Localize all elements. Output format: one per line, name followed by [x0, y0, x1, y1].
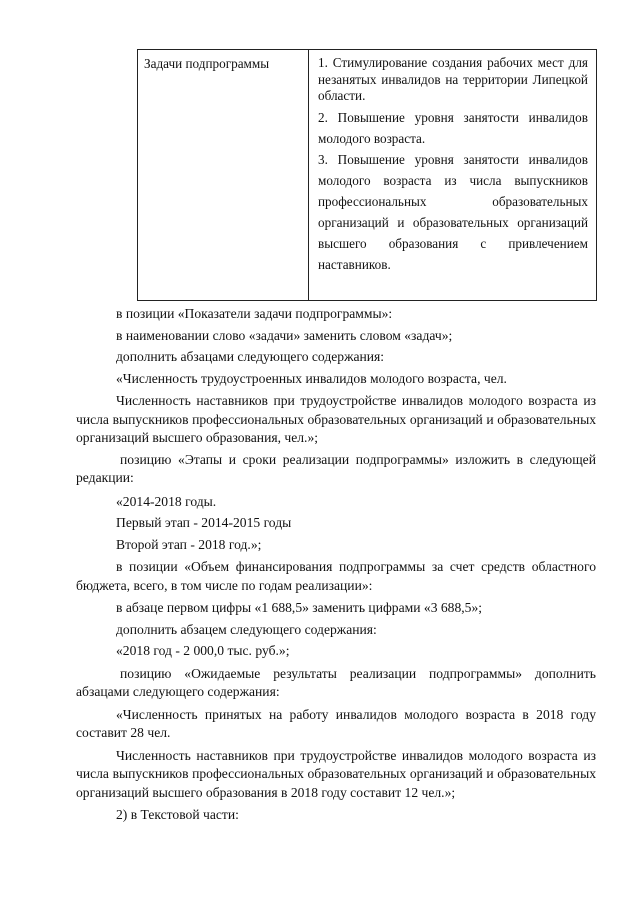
paragraph-17: 2) в Текстовой части:	[116, 807, 239, 822]
subprogram-tasks-table	[137, 49, 597, 301]
paragraph-12: дополнить абзацем следующего содержания:	[116, 621, 377, 637]
paragraph-2: в наименовании слово «задачи» заменить словом «задач»;	[116, 327, 453, 343]
table-label: Задачи подпрограммы	[144, 56, 270, 71]
document-body	[76, 303, 596, 826]
table-tasks-cell	[309, 50, 596, 300]
paragraph-10: в позиции «Объем финансирования подпрограммы за счет средств областного бюджета, всего, в том числе по годам реализации»:	[76, 559, 596, 593]
table-label-cell	[138, 50, 309, 300]
paragraph-6: позицию «Этапы и сроки реализации подпрограммы» изложить в следующей редакции:	[76, 451, 596, 485]
paragraph-5: Численность наставников при трудоустройстве инвалидов молодого возраста из числа выпускников профессиональных образовательных организаций и образовательных организаций высшего образования, чел.»;	[76, 393, 596, 445]
paragraph-1: в позиции «Показатели задачи подпрограммы»:	[116, 306, 393, 321]
paragraph-13: «2018 год - 2 000,0 тыс. руб.»;	[116, 643, 290, 658]
task-item-3: 3. Повышение уровня занятости инвалидов молодого возраста из числа выпускников профессиональных образовательных организаций и образовательных организаций высшего образования с привлечением наставников.	[318, 151, 588, 272]
paragraph-3: дополнить абзацами следующего содержания:	[116, 349, 385, 364]
task-item-2: 2. Повышение уровня занятости инвалидов молодого возраста.	[318, 109, 588, 146]
paragraph-16: Численность наставников при трудоустройстве инвалидов молодого возраста из числа выпускников профессиональных образовательных организаций и образовательных организаций высшего образования в 2018 году составит 12 чел.»;	[76, 747, 596, 800]
task-item-1: 1. Стимулирование создания рабочих мест для незанятых инвалидов на территории Липецкой области.	[318, 55, 588, 103]
paragraph-15: «Численность принятых на работу инвалидов молодого возраста в 2018 году составит 28 чел.	[76, 706, 596, 740]
paragraph-7: «2014-2018 годы.	[116, 493, 217, 509]
paragraph-14: позицию «Ожидаемые результаты реализации подпрограммы» дополнить абзацами следующего содержания:	[76, 665, 596, 699]
paragraph-9: Второй этап - 2018 год.»;	[116, 536, 262, 552]
paragraph-8: Первый этап - 2014-2015 годы	[116, 515, 292, 530]
paragraph-11: в абзаце первом цифры «1 688,5» заменить цифрами «3 688,5»;	[116, 600, 483, 615]
paragraph-4: «Численность трудоустроенных инвалидов молодого возраста, чел.	[116, 370, 507, 386]
